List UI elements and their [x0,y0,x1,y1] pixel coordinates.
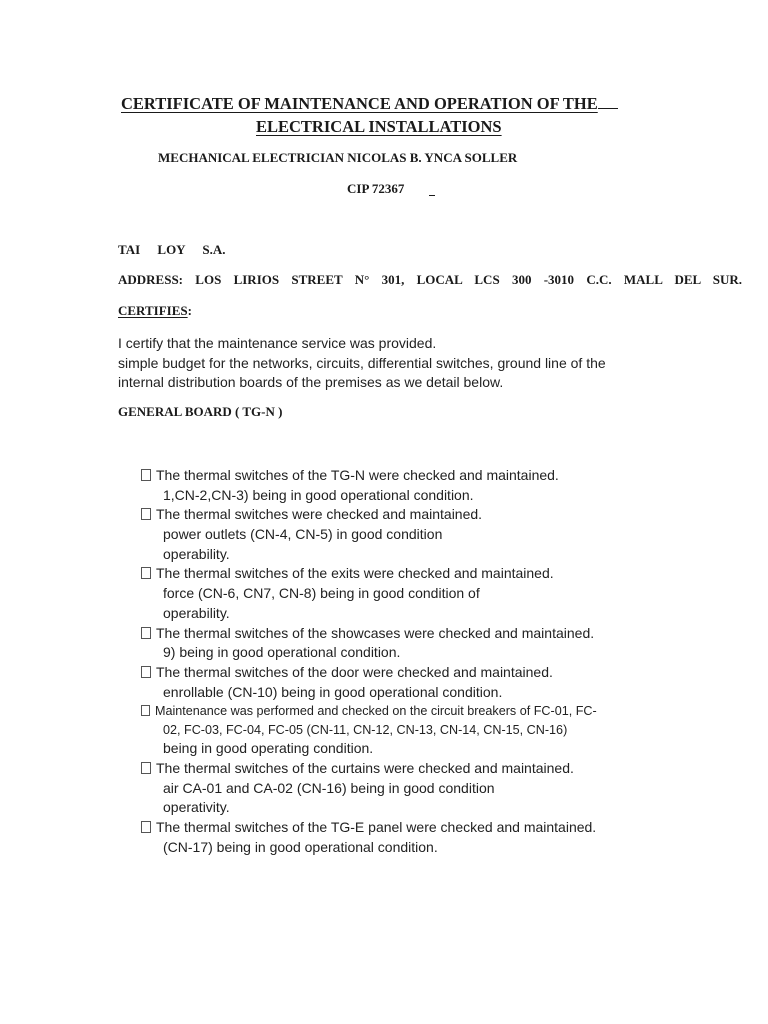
bullet-box-icon [141,469,151,481]
list-item-continuation: force (CN-6, CN7, CN-8) being in good condition of [163,585,480,602]
list-item-text: Maintenance was performed and checked on the circuit breakers of FC-01, FC- [155,704,597,719]
bullet-box-icon [141,821,151,833]
list-item-continuation: 02, FC-03, FC-04, FC-05 (CN-11, CN-12, CN-13, CN-14, CN-15, CN-16) [163,722,568,737]
bullet-box-icon [141,666,151,678]
company-address: ADDRESS: LOS LIRIOS STREET N° 301, LOCAL LCS 300 -3010 C.C. MALL DEL SUR. [118,272,742,287]
list-item [141,624,597,663]
list-item [141,759,597,818]
list-item-continuation: operativity. [163,799,230,816]
certifies-colon: : [187,303,192,318]
list-item-continuation: air CA-01 and CA-02 (CN-16) being in good condition [163,779,495,796]
list-item-first-line [141,564,597,584]
list-item-text: The thermal switches of the showcases were checked and maintained. [156,624,595,641]
list-item-first-line [141,624,597,644]
intro-line: simple budget for the networks, circuits, differential switches, ground line of the [118,354,606,371]
list-item [141,818,597,857]
list-item [141,505,597,564]
cip-blank-line [429,185,435,196]
document-title-line-2: ELECTRICAL INSTALLATIONS [256,117,502,136]
list-item-continuation: operability. [163,545,230,562]
intro-paragraph [118,334,606,393]
list-item-continuation: (CN-17) being in good operational condition. [163,838,438,855]
list-item-continuation: operability. [163,604,230,621]
intro-line: internal distribution boards of the premises as we detail below. [118,374,504,390]
list-item-text: The thermal switches of the exits were checked and maintained. [156,565,554,582]
intro-line: I certify that the maintenance service was provided. [118,335,437,351]
bullet-box-icon [141,705,150,716]
list-item-continuation: power outlets (CN-4, CN-5) in good condition [163,526,443,543]
list-item-first-line [141,466,597,486]
bullet-box-icon [141,508,151,520]
list-item-continuation: being in good operating condition. [163,740,374,757]
cip-number: CIP 72367 [347,181,405,196]
maintenance-items-list [141,466,597,857]
list-item-continuation: 9) being in good operational condition. [163,644,401,661]
list-item-first-line [141,663,597,683]
bullet-box-icon [141,627,151,639]
bullet-box-icon [141,762,151,774]
title-underline-extension [598,93,618,109]
list-item-text: The thermal switches were checked and maintained. [156,506,483,523]
list-item-first-line [141,759,597,779]
list-item [141,466,597,505]
list-item-text: The thermal switches of the door were checked and maintained. [156,663,553,680]
section-title: GENERAL BOARD ( TG-N ) [118,404,283,419]
certifies-heading [118,303,192,319]
engineer-name: MECHANICAL ELECTRICIAN NICOLAS B. YNCA SOLLER [158,150,518,165]
list-item-text: The thermal switches of the curtains were checked and maintained. [156,759,574,776]
list-item-text: The thermal switches of the TG-E panel were checked and maintained. [156,819,597,835]
list-item [141,564,597,623]
list-item-text: The thermal switches of the TG-N were checked and maintained. [156,467,559,483]
list-item-continuation: enrollable (CN-10) being in good operational condition. [163,683,503,700]
list-item-first-line [141,702,597,721]
document-title-line-1: CERTIFICATE OF MAINTENANCE AND OPERATION OF THE [121,93,618,114]
certifies-label: CERTIFIES [118,303,188,318]
list-item [141,702,597,759]
list-item-first-line [141,818,597,838]
list-item-continuation: 1,CN-2,CN-3) being in good operational condition. [163,486,474,503]
list-item [141,663,597,702]
bullet-box-icon [141,567,151,579]
list-item-first-line [141,505,597,525]
company-name: TAI LOY S.A. [118,242,226,257]
